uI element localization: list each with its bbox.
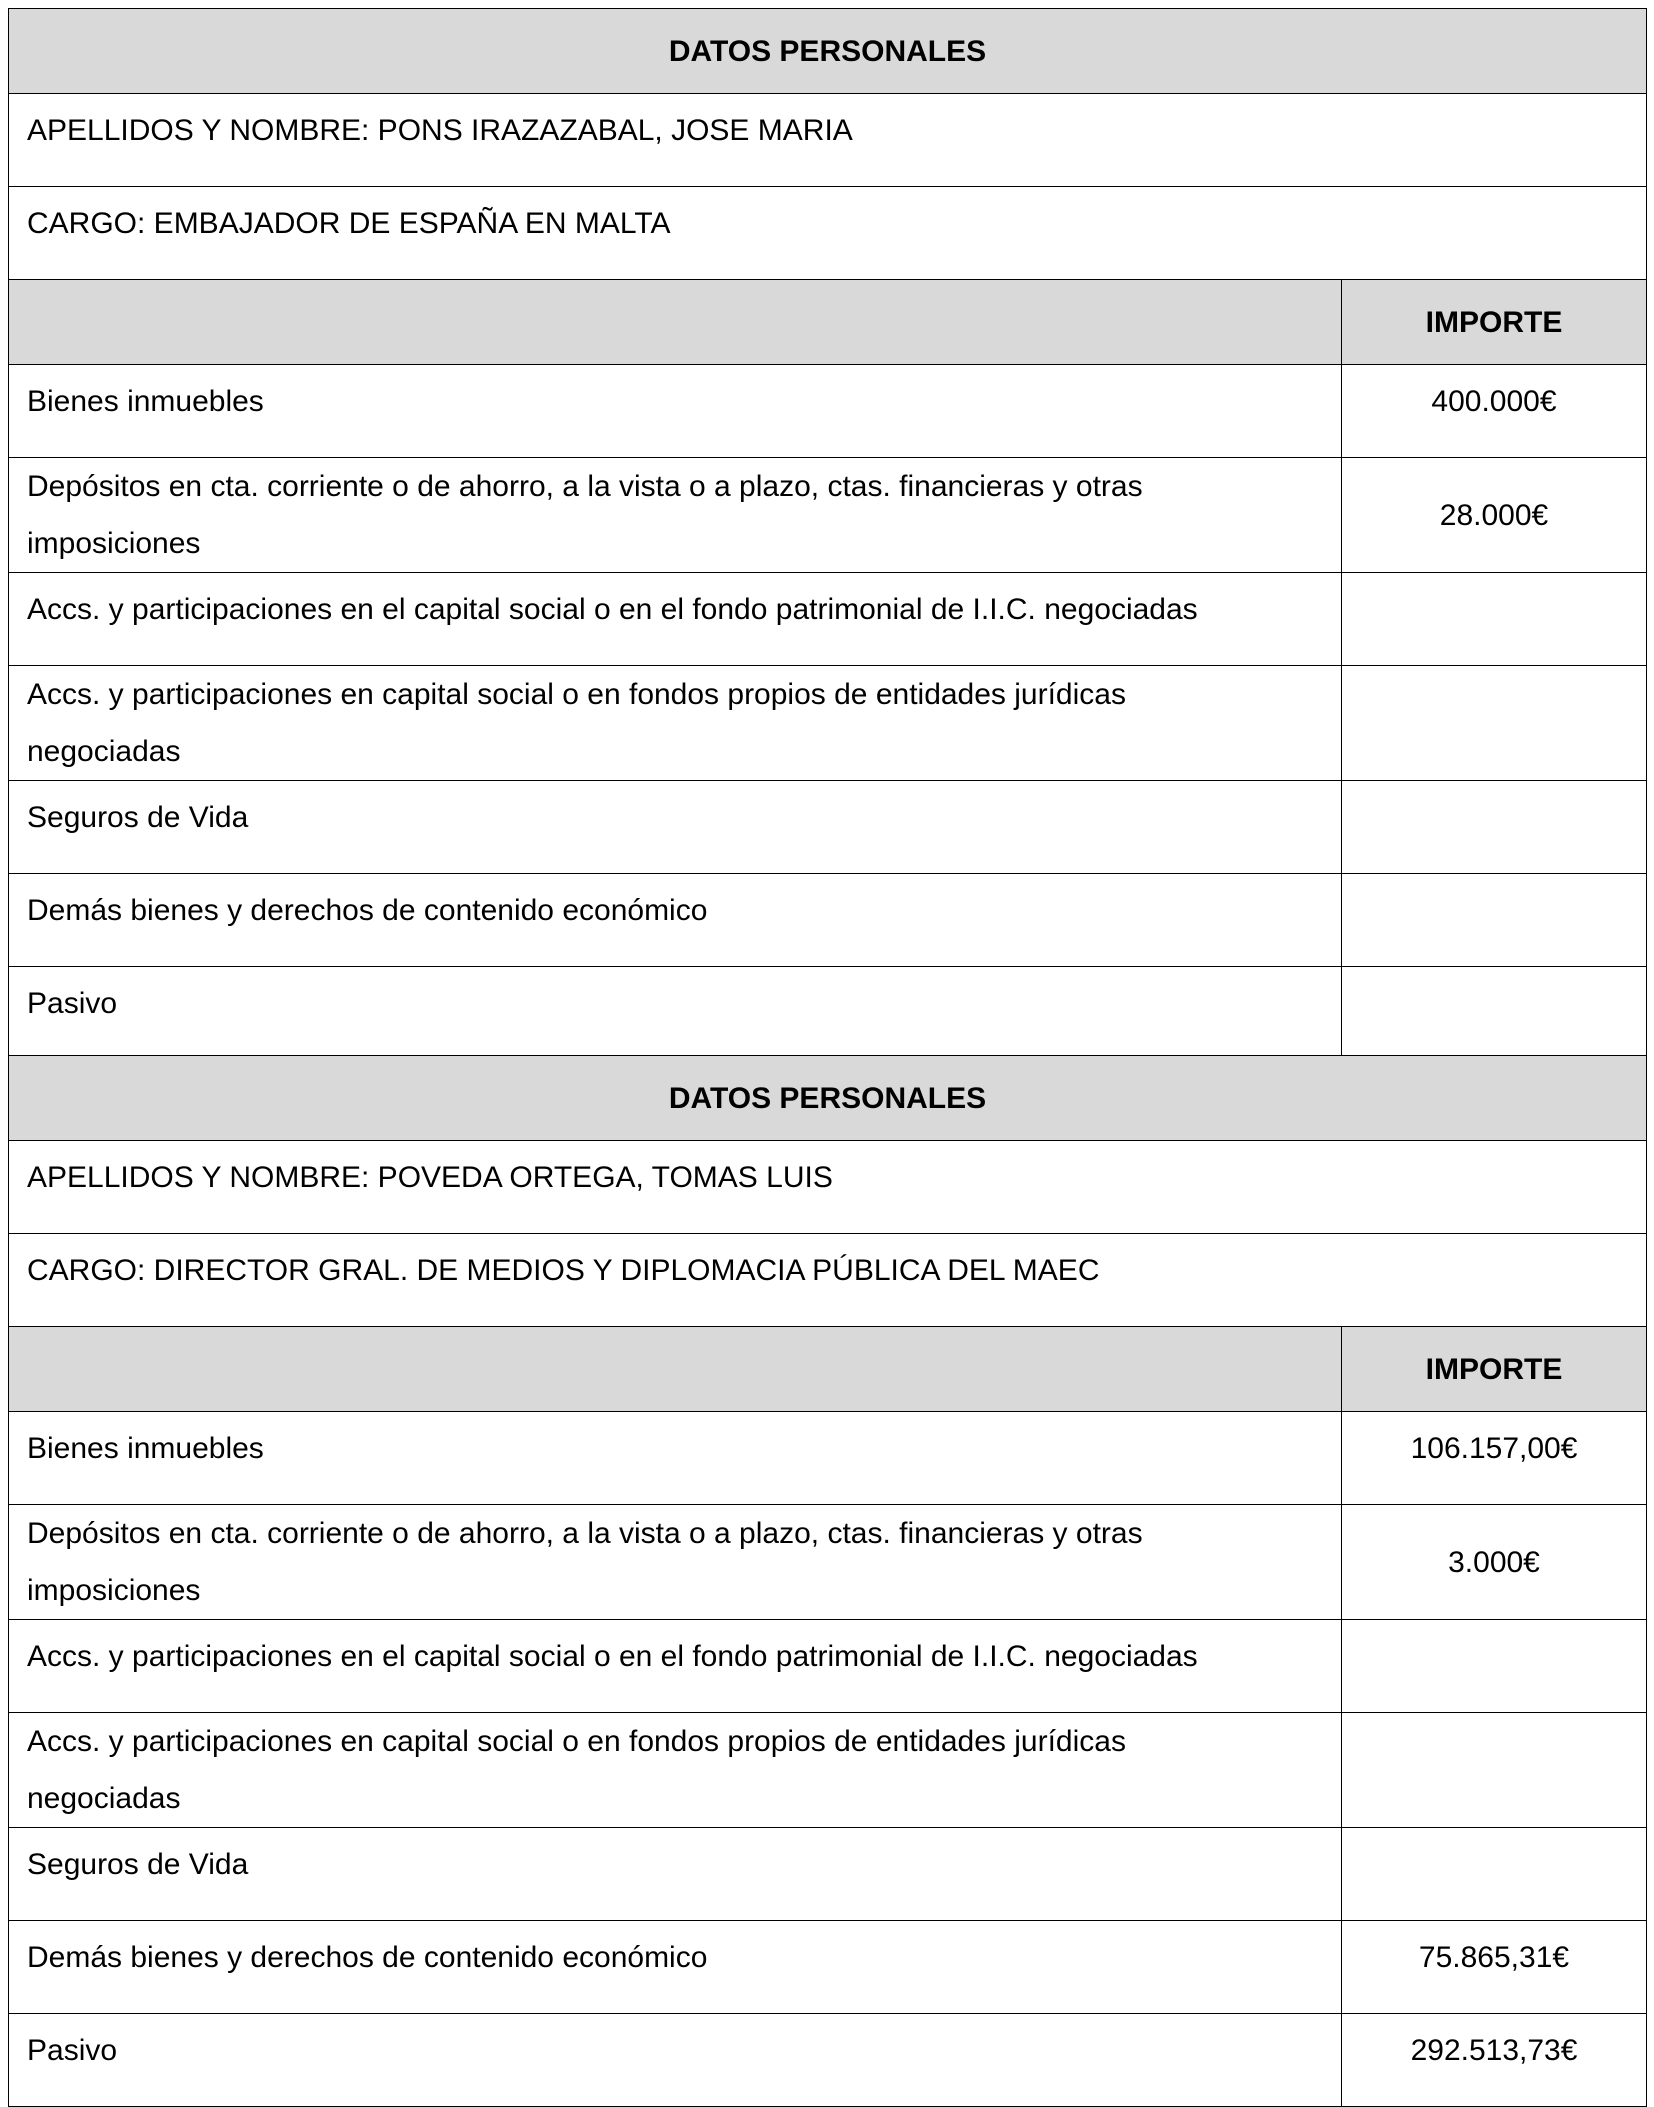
concept-cell: Pasivo <box>9 967 1342 1060</box>
table-row <box>9 874 1647 967</box>
amount-cell: 292.513,73€ <box>1342 2014 1647 2107</box>
amount-cell <box>1342 1620 1647 1713</box>
amount-cell <box>1342 874 1647 967</box>
amount-header-row <box>9 1327 1647 1412</box>
table-row <box>9 2014 1647 2107</box>
cargo-field: CARGO: EMBAJADOR DE ESPAÑA EN MALTA <box>9 187 1647 280</box>
table-row <box>9 1505 1647 1620</box>
amount-cell <box>1342 666 1647 781</box>
concept-line: Accs. y participaciones en capital social o en fondos propios de entidades jurídicas <box>27 678 1126 711</box>
table-row <box>9 967 1647 1060</box>
concept-cell: Seguros de Vida <box>9 781 1342 874</box>
amount-cell <box>1342 1713 1647 1828</box>
table-row <box>9 573 1647 666</box>
amount-cell: 400.000€ <box>1342 365 1647 458</box>
concept-cell <box>9 458 1342 573</box>
section-header-row <box>9 1056 1647 1141</box>
declaration-table-1 <box>8 8 1647 1060</box>
concept-cell: Bienes inmuebles <box>9 365 1342 458</box>
concept-line: Depósitos en cta. corriente o de ahorro, a la vista o a plazo, ctas. financieras y otras <box>27 1517 1143 1550</box>
concept-line: Accs. y participaciones en capital social o en fondos propios de entidades jurídicas <box>27 1725 1126 1758</box>
concept-cell: Demás bienes y derechos de contenido económico <box>9 874 1342 967</box>
amount-cell <box>1342 573 1647 666</box>
table-row <box>9 365 1647 458</box>
concept-line: Depósitos en cta. corriente o de ahorro, a la vista o a plazo, ctas. financieras y otras <box>27 470 1143 503</box>
table-row <box>9 1921 1647 2014</box>
name-field: APELLIDOS Y NOMBRE: PONS IRAZAZABAL, JOSE MARIA <box>9 94 1647 187</box>
concept-cell: Seguros de Vida <box>9 1828 1342 1921</box>
amount-cell: 75.865,31€ <box>1342 1921 1647 2014</box>
amount-column-header: IMPORTE <box>1342 1327 1647 1412</box>
concept-cell: Demás bienes y derechos de contenido económico <box>9 1921 1342 2014</box>
amount-column-header: IMPORTE <box>1342 280 1647 365</box>
table-row <box>9 666 1647 781</box>
concept-cell: Accs. y participaciones en el capital social o en el fondo patrimonial de I.I.C. negociadas <box>9 1620 1342 1713</box>
amount-cell <box>1342 781 1647 874</box>
amount-cell <box>1342 967 1647 1060</box>
name-row <box>9 94 1647 187</box>
cargo-row <box>9 1234 1647 1327</box>
amount-cell: 28.000€ <box>1342 458 1647 573</box>
table-row <box>9 1620 1647 1713</box>
concept-line: imposiciones <box>27 527 201 560</box>
concept-cell <box>9 666 1342 781</box>
cargo-field: CARGO: DIRECTOR GRAL. DE MEDIOS Y DIPLOMACIA PÚBLICA DEL MAEC <box>9 1234 1647 1327</box>
table-row <box>9 1828 1647 1921</box>
section-header: DATOS PERSONALES <box>9 9 1647 94</box>
amount-header-row <box>9 280 1647 365</box>
concept-cell <box>9 1713 1342 1828</box>
amount-cell: 3.000€ <box>1342 1505 1647 1620</box>
name-row <box>9 1141 1647 1234</box>
blank-header-cell <box>9 1327 1342 1412</box>
amount-cell: 106.157,00€ <box>1342 1412 1647 1505</box>
concept-cell <box>9 1505 1342 1620</box>
table-row <box>9 1713 1647 1828</box>
concept-line: negociadas <box>27 735 181 768</box>
concept-line: imposiciones <box>27 1574 201 1607</box>
table-row <box>9 458 1647 573</box>
cargo-row <box>9 187 1647 280</box>
name-field: APELLIDOS Y NOMBRE: POVEDA ORTEGA, TOMAS LUIS <box>9 1141 1647 1234</box>
concept-cell: Pasivo <box>9 2014 1342 2107</box>
declaration-table-2 <box>8 1055 1647 2107</box>
amount-cell <box>1342 1828 1647 1921</box>
concept-cell: Bienes inmuebles <box>9 1412 1342 1505</box>
table-row <box>9 781 1647 874</box>
table-row <box>9 1412 1647 1505</box>
concept-cell: Accs. y participaciones en el capital social o en el fondo patrimonial de I.I.C. negociadas <box>9 573 1342 666</box>
section-header: DATOS PERSONALES <box>9 1056 1647 1141</box>
section-header-row <box>9 9 1647 94</box>
concept-line: negociadas <box>27 1782 181 1815</box>
blank-header-cell <box>9 280 1342 365</box>
